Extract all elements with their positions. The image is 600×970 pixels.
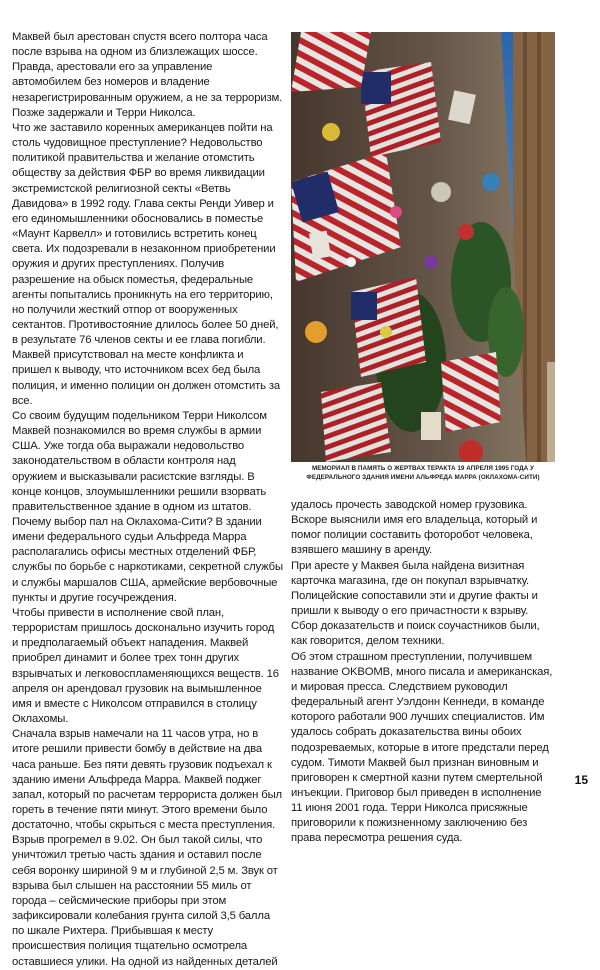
paragraph: Со своим будущим подельником Терри Николсом Маквей познакомился во время службы в армии США. Уже тогда оба выражали недовольство законодательством в области контроля над оружием и высказывали расистские взгляды. В конце концов, злоумышленники решили взорвать правительственное здание в одном из штатов. Почему выбор пал на Оклахома-Сити? В здании имени федерального судьи Альфреда Марра располагались офисы местных отделений ФБР, службы по борьбе с наркотиками, секретной службы и службы маршалов США, армейские вербовочные пункты и другие госучреждения. <box>12 409 283 604</box>
paragraph: Об этом страшном преступлении, получившем название OKBOMB, много писала и американская, и мировая пресса. Следствием руководил федеральный агент Уэлдонн Кеннеди, в команде которого работали 900 лучших специалистов. Им удалось собрать доказательства вины обоих подозреваемых, которые в итоге предстали перед судом. Тимоти Маквей был признан виновным и приговорен к смертной казни путем смертельной инъекции. Приговор был приведен в исполнение 11 июня 2001 года. Терри Николса присяжные приговорили к пожизненному заключению без права пересмотра решения суда. <box>291 650 553 845</box>
paragraph: Маквей был арестован спустя всего полтора часа после взрыва на одном из близлежащих шоссе. Правда, арестовали его за управление автомобилем без номеров и владение незарегистрированным оружием, а не за терроризм. Позже задержали и Терри Николса. <box>12 31 283 119</box>
page-number: 15 <box>574 773 588 787</box>
paragraph: При аресте у Маквея была найдена визитная карточка магазина, где он покупал взрывчатку. Полицейские сопоставили эти и другие факты и пришли к выводу о его причастности к взрыву. Сбор доказательств и поиск соучастников были, как говорится, делом техники. <box>291 559 540 648</box>
memorial-fence-photo <box>291 32 555 462</box>
paragraph: удалось прочесть заводской номер грузовика. Вскоре выяснили имя его владельца, который и помог полиции составить фоторобот человека, взявшего машину в аренду. <box>291 499 538 557</box>
paragraph: Чтобы привести в исполнение свой план, террористам пришлось досконально изучить город и предполагаемый объект нападения. Маквей приобрел динамит и более трех тонн других взрывчатых и легковоспламеняющихся веществ. 16 апреля он арендовал грузовик на вымышленное имя и вместе с Николсом отправился в столицу Оклахомы. <box>12 606 279 726</box>
left-text-column <box>12 30 283 970</box>
paragraph: Что же заставило коренных американцев пойти на столь чудовищное преступление? Недовольство политикой правительства и желание отомстить обществу за действия ФБР во время ликвидации экстремистской религиозной секты «Ветвь Давидова» в 1992 году. Глава секты Ренди Уивер и его единомышленники обосновались в поместье «Маунт Карвелл» и готовились встретить конец света. Их подозревали в незаконном приобретении оружия и других преступлениях. Получив разрешение на обыск поместья, федеральные агенты попытались проникнуть на его территорию, но получили жесткий отпор от вооруженных сектантов. Противостояние длилось более 50 дней, в результате 76 членов секты и ее глава погибли. Маквей присутствовал на месте конфликта и пришел к выводу, что источником всех бед была полиция, и именно полиции он должен отомстить за все. <box>12 121 281 407</box>
paragraph: Сначала взрыв намечали на 11 часов утра, но в итоге решили привести бомбу в действие на два часа раньше. Без пяти девять грузовик подъехал к зданию имени Альфреда Марра. Маквей поджег запал, который по расчетам террориста должен был гореть в течение пяти минут. Этого времени было достаточно, чтобы скрыться с места преступления. Взрыв прогремел в 9.02. Он был такой силы, что уничтожил третью часть здания и оставил после себя воронку шириной 9 м и глубиной 2,5 м. Звук от взрыва был слышен на расстоянии 55 миль от города – сейсмические приборы при этом зафиксировали колебания грунта силой 3,5 балла по шкале Рихтера. Прибывшая к месту происшествия полиция тщательно осмотрела оставшиеся улики. На одной из найденных деталей <box>12 728 282 968</box>
photo-caption: МЕМОРИАЛ В ПАМЯТЬ О ЖЕРТВАХ ТЕРАКТА 19 АПРЕЛЯ 1995 ГОДА У ФЕДЕРАЛЬНОГО ЗДАНИЯ ИМЕНИ АЛЬФРЕДА МАРРА (ОКЛАХОМА-СИТИ) <box>306 465 540 481</box>
right-text-column <box>291 498 555 847</box>
